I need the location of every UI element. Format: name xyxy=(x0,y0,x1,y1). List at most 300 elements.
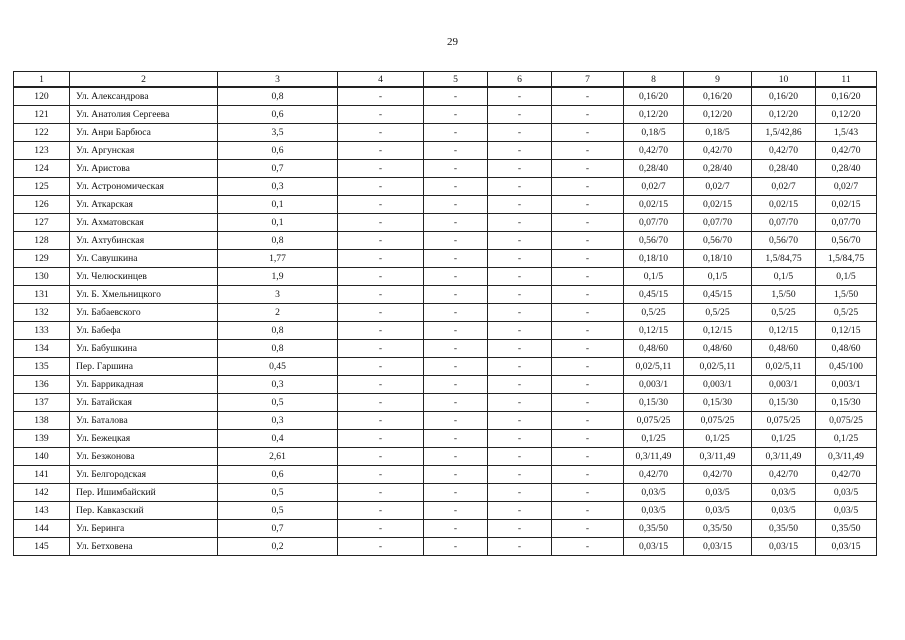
table-cell: 0,15/30 xyxy=(684,394,752,412)
table-cell: 0,003/1 xyxy=(752,376,816,394)
table-row xyxy=(14,196,877,214)
table-cell: - xyxy=(424,232,488,250)
table-row xyxy=(14,214,877,232)
table-cell: - xyxy=(552,520,624,538)
table-cell: 0,35/50 xyxy=(752,520,816,538)
table-cell: 0,18/10 xyxy=(684,250,752,268)
table-cell: 0,45 xyxy=(218,358,338,376)
row-number-cell: 139 xyxy=(14,430,70,448)
table-cell: - xyxy=(424,538,488,556)
table-row xyxy=(14,160,877,178)
table-cell: - xyxy=(488,466,552,484)
table-cell: - xyxy=(424,322,488,340)
table-cell: - xyxy=(488,286,552,304)
table-cell: 0,03/5 xyxy=(752,484,816,502)
table-cell: - xyxy=(424,268,488,286)
table-cell: 1,9 xyxy=(218,268,338,286)
table-cell: 0,28/40 xyxy=(684,160,752,178)
table-cell: 0,02/15 xyxy=(752,196,816,214)
table-row xyxy=(14,484,877,502)
table-cell: 0,003/1 xyxy=(624,376,684,394)
table-cell: 0,075/25 xyxy=(752,412,816,430)
table-cell: 0,42/70 xyxy=(752,466,816,484)
table-cell: 0,3 xyxy=(218,178,338,196)
table-cell: - xyxy=(552,394,624,412)
table-cell: 0,15/30 xyxy=(816,394,877,412)
table-cell: - xyxy=(488,358,552,376)
table-cell: - xyxy=(488,430,552,448)
column-header-7: 7 xyxy=(552,72,624,88)
table-cell: - xyxy=(552,466,624,484)
table-cell: - xyxy=(338,340,424,358)
table-cell: 0,5/25 xyxy=(684,304,752,322)
row-number-cell: 129 xyxy=(14,250,70,268)
table-cell: - xyxy=(338,520,424,538)
table-cell: 0,03/15 xyxy=(752,538,816,556)
table-cell: - xyxy=(552,304,624,322)
column-header-10: 10 xyxy=(752,72,816,88)
street-name-cell: Ул. Беринга xyxy=(70,520,218,538)
street-name-cell: Ул. Савушкина xyxy=(70,250,218,268)
table-cell: 0,16/20 xyxy=(752,87,816,106)
table-cell: 0,07/70 xyxy=(752,214,816,232)
table-cell: - xyxy=(338,430,424,448)
column-header-2: 2 xyxy=(70,72,218,88)
table-cell: 0,56/70 xyxy=(816,232,877,250)
table-cell: 0,6 xyxy=(218,106,338,124)
table-row xyxy=(14,268,877,286)
table-cell: 3 xyxy=(218,286,338,304)
table-cell: 0,5/25 xyxy=(624,304,684,322)
table-row xyxy=(14,286,877,304)
row-number-cell: 125 xyxy=(14,178,70,196)
street-name-cell: Пер. Кавказский xyxy=(70,502,218,520)
table-cell: 0,15/30 xyxy=(752,394,816,412)
table-cell: - xyxy=(552,484,624,502)
table-cell: 0,28/40 xyxy=(752,160,816,178)
row-number-cell: 126 xyxy=(14,196,70,214)
street-name-cell: Ул. Батайская xyxy=(70,394,218,412)
table-cell: 0,42/70 xyxy=(816,142,877,160)
table-row xyxy=(14,376,877,394)
row-number-cell: 127 xyxy=(14,214,70,232)
table-cell: 0,02/7 xyxy=(624,178,684,196)
table-cell: 0,03/15 xyxy=(624,538,684,556)
table-cell: - xyxy=(488,340,552,358)
table-cell: - xyxy=(552,268,624,286)
table-row xyxy=(14,430,877,448)
table-cell: 0,12/15 xyxy=(624,322,684,340)
table-cell: - xyxy=(424,214,488,232)
row-number-cell: 145 xyxy=(14,538,70,556)
table-cell: 0,42/70 xyxy=(624,142,684,160)
column-header-1: 1 xyxy=(14,72,70,88)
table-cell: 0,28/40 xyxy=(624,160,684,178)
table-cell: - xyxy=(424,466,488,484)
table-cell: 0,42/70 xyxy=(624,466,684,484)
street-name-cell: Ул. Бетховена xyxy=(70,538,218,556)
row-number-cell: 120 xyxy=(14,87,70,106)
table-cell: 0,48/60 xyxy=(752,340,816,358)
table-cell: 0,12/15 xyxy=(752,322,816,340)
table-cell: - xyxy=(488,448,552,466)
table-cell: 0,02/7 xyxy=(816,178,877,196)
table-cell: 0,48/60 xyxy=(684,340,752,358)
table-cell: 0,1/25 xyxy=(684,430,752,448)
table-cell: 0,02/5,11 xyxy=(752,358,816,376)
table-cell: - xyxy=(488,196,552,214)
table-cell: 0,07/70 xyxy=(624,214,684,232)
table-cell: - xyxy=(424,520,488,538)
table-cell: - xyxy=(424,304,488,322)
table-cell: 2,61 xyxy=(218,448,338,466)
row-number-cell: 135 xyxy=(14,358,70,376)
table-cell: - xyxy=(552,358,624,376)
table-cell: - xyxy=(552,124,624,142)
table-cell: - xyxy=(488,394,552,412)
table-cell: 0,12/20 xyxy=(816,106,877,124)
row-number-cell: 140 xyxy=(14,448,70,466)
table-cell: 2 xyxy=(218,304,338,322)
table-cell: 0,45/15 xyxy=(624,286,684,304)
table-cell: 0,3/11,49 xyxy=(624,448,684,466)
table-cell: - xyxy=(552,142,624,160)
table-row xyxy=(14,304,877,322)
table-row xyxy=(14,322,877,340)
street-name-cell: Ул. Белгородская xyxy=(70,466,218,484)
table-cell: 0,8 xyxy=(218,322,338,340)
table-row xyxy=(14,412,877,430)
table-cell: - xyxy=(338,87,424,106)
table-cell: 1,5/50 xyxy=(816,286,877,304)
table-row xyxy=(14,178,877,196)
table-cell: 0,56/70 xyxy=(624,232,684,250)
table-row xyxy=(14,448,877,466)
table-cell: - xyxy=(338,484,424,502)
table-cell: 3,5 xyxy=(218,124,338,142)
table-cell: 0,1/5 xyxy=(816,268,877,286)
table-cell: - xyxy=(424,376,488,394)
table-cell: - xyxy=(552,412,624,430)
street-name-cell: Ул. Анри Барбюса xyxy=(70,124,218,142)
table-row xyxy=(14,394,877,412)
column-header-9: 9 xyxy=(684,72,752,88)
table-cell: - xyxy=(338,142,424,160)
table-cell: 0,42/70 xyxy=(684,466,752,484)
table-cell: - xyxy=(552,538,624,556)
table-cell: - xyxy=(424,448,488,466)
table-cell: - xyxy=(488,142,552,160)
table-cell: - xyxy=(424,87,488,106)
table-cell: - xyxy=(424,160,488,178)
table-row xyxy=(14,142,877,160)
table-cell: - xyxy=(424,178,488,196)
table-cell: - xyxy=(338,376,424,394)
table-cell: - xyxy=(338,106,424,124)
street-name-cell: Ул. Баррикадная xyxy=(70,376,218,394)
table-cell: - xyxy=(338,160,424,178)
street-name-cell: Ул. Ахтубинская xyxy=(70,232,218,250)
row-number-cell: 138 xyxy=(14,412,70,430)
table-cell: 0,3 xyxy=(218,412,338,430)
table-cell: 0,03/5 xyxy=(624,502,684,520)
column-header-5: 5 xyxy=(424,72,488,88)
table-cell: 0,03/5 xyxy=(752,502,816,520)
table-cell: - xyxy=(424,484,488,502)
table-cell: 0,3/11,49 xyxy=(816,448,877,466)
table-cell: 0,003/1 xyxy=(684,376,752,394)
street-name-cell: Ул. Баталова xyxy=(70,412,218,430)
table-cell: - xyxy=(488,412,552,430)
table-cell: 0,1/25 xyxy=(624,430,684,448)
table-row xyxy=(14,502,877,520)
table-cell: 0,02/15 xyxy=(624,196,684,214)
table-cell: 1,5/50 xyxy=(752,286,816,304)
table-cell: - xyxy=(424,358,488,376)
table-cell: - xyxy=(488,178,552,196)
table-cell: - xyxy=(552,448,624,466)
table-cell: 0,3 xyxy=(218,376,338,394)
table-cell: - xyxy=(488,106,552,124)
table-cell: - xyxy=(338,322,424,340)
table-cell: - xyxy=(488,214,552,232)
column-header-6: 6 xyxy=(488,72,552,88)
table-cell: 0,56/70 xyxy=(752,232,816,250)
table-row xyxy=(14,106,877,124)
table-cell: 0,12/15 xyxy=(816,322,877,340)
table-cell: - xyxy=(488,87,552,106)
table-cell: - xyxy=(424,106,488,124)
table-cell: 0,48/60 xyxy=(816,340,877,358)
table-cell: 0,35/50 xyxy=(816,520,877,538)
table-cell: 0,3/11,49 xyxy=(684,448,752,466)
table-row xyxy=(14,538,877,556)
table-cell: - xyxy=(424,340,488,358)
table-cell: - xyxy=(488,322,552,340)
table-cell: - xyxy=(424,430,488,448)
table-cell: - xyxy=(338,250,424,268)
table-cell: 0,42/70 xyxy=(752,142,816,160)
table-cell: 0,6 xyxy=(218,142,338,160)
table-cell: 0,5/25 xyxy=(752,304,816,322)
table-cell: 0,075/25 xyxy=(816,412,877,430)
table-cell: - xyxy=(488,502,552,520)
row-number-cell: 121 xyxy=(14,106,70,124)
table-cell: - xyxy=(488,484,552,502)
table-cell: 0,5 xyxy=(218,394,338,412)
table-cell: 0,02/15 xyxy=(816,196,877,214)
table-cell: 0,35/50 xyxy=(624,520,684,538)
row-number-cell: 131 xyxy=(14,286,70,304)
table-cell: - xyxy=(338,304,424,322)
table-cell: 0,03/5 xyxy=(624,484,684,502)
table-cell: 0,8 xyxy=(218,340,338,358)
table-cell: - xyxy=(488,124,552,142)
table-cell: 0,12/20 xyxy=(624,106,684,124)
table-cell: - xyxy=(552,214,624,232)
table-cell: 0,35/50 xyxy=(684,520,752,538)
table-cell: - xyxy=(552,160,624,178)
street-name-cell: Ул. Аргунская xyxy=(70,142,218,160)
table-cell: 0,45/15 xyxy=(684,286,752,304)
table-cell: - xyxy=(338,232,424,250)
row-number-cell: 141 xyxy=(14,466,70,484)
street-name-cell: Ул. Ахматовская xyxy=(70,214,218,232)
table-cell: 1,5/43 xyxy=(816,124,877,142)
table-cell: - xyxy=(552,106,624,124)
table-cell: - xyxy=(552,376,624,394)
table-cell: - xyxy=(552,250,624,268)
column-header-8: 8 xyxy=(624,72,684,88)
table-cell: - xyxy=(488,250,552,268)
table-row xyxy=(14,358,877,376)
table-cell: - xyxy=(424,250,488,268)
table-cell: - xyxy=(424,142,488,160)
table-cell: - xyxy=(488,376,552,394)
street-name-cell: Ул. Аткарская xyxy=(70,196,218,214)
table-row xyxy=(14,340,877,358)
table-cell: 1,77 xyxy=(218,250,338,268)
row-number-cell: 134 xyxy=(14,340,70,358)
table-cell: - xyxy=(488,520,552,538)
table-cell: 0,7 xyxy=(218,160,338,178)
table-cell: 0,1 xyxy=(218,196,338,214)
table-cell: 0,45/100 xyxy=(816,358,877,376)
table-cell: 0,8 xyxy=(218,87,338,106)
row-number-cell: 144 xyxy=(14,520,70,538)
table-cell: - xyxy=(338,412,424,430)
table-cell: 0,16/20 xyxy=(684,87,752,106)
table-cell: - xyxy=(488,160,552,178)
table-cell: - xyxy=(424,394,488,412)
column-header-4: 4 xyxy=(338,72,424,88)
table-cell: - xyxy=(424,412,488,430)
table-cell: - xyxy=(424,286,488,304)
street-name-cell: Пер. Гаршина xyxy=(70,358,218,376)
row-number-cell: 124 xyxy=(14,160,70,178)
table-cell: - xyxy=(338,124,424,142)
table-cell: 0,15/30 xyxy=(624,394,684,412)
table-cell: - xyxy=(424,196,488,214)
table-cell: 0,03/5 xyxy=(684,502,752,520)
table-cell: - xyxy=(338,394,424,412)
row-number-cell: 137 xyxy=(14,394,70,412)
table-body xyxy=(14,87,877,556)
table-cell: - xyxy=(488,232,552,250)
table-cell: 0,12/20 xyxy=(684,106,752,124)
table-cell: 0,18/5 xyxy=(684,124,752,142)
street-name-cell: Ул. Бабушкина xyxy=(70,340,218,358)
table-cell: - xyxy=(552,340,624,358)
table-cell: 0,4 xyxy=(218,430,338,448)
table-cell: 0,6 xyxy=(218,466,338,484)
street-name-cell: Пер. Ишимбайский xyxy=(70,484,218,502)
table-cell: - xyxy=(338,286,424,304)
table-cell: 0,07/70 xyxy=(684,214,752,232)
street-name-cell: Ул. Анатолия Сергеева xyxy=(70,106,218,124)
table-cell: - xyxy=(338,502,424,520)
street-name-cell: Ул. Астрономическая xyxy=(70,178,218,196)
table-cell: 0,1/25 xyxy=(816,430,877,448)
table-cell: 0,48/60 xyxy=(624,340,684,358)
table-cell: 0,02/15 xyxy=(684,196,752,214)
table-cell: - xyxy=(552,430,624,448)
table-cell: 0,2 xyxy=(218,538,338,556)
row-number-cell: 142 xyxy=(14,484,70,502)
street-name-cell: Ул. Б. Хмельницкого xyxy=(70,286,218,304)
table-cell: 0,03/5 xyxy=(816,502,877,520)
table-cell: 0,3/11,49 xyxy=(752,448,816,466)
table-cell: 0,12/15 xyxy=(684,322,752,340)
table-cell: 0,1/25 xyxy=(752,430,816,448)
table-row xyxy=(14,250,877,268)
table-cell: - xyxy=(552,232,624,250)
table-cell: - xyxy=(338,178,424,196)
table-cell: 0,5 xyxy=(218,502,338,520)
table-cell: 0,8 xyxy=(218,232,338,250)
table-cell: 0,02/5,11 xyxy=(684,358,752,376)
table-cell: 1,5/84,75 xyxy=(752,250,816,268)
table-cell: 0,56/70 xyxy=(684,232,752,250)
row-number-cell: 123 xyxy=(14,142,70,160)
street-name-cell: Ул. Бежецкая xyxy=(70,430,218,448)
table-cell: 0,1/5 xyxy=(752,268,816,286)
table-cell: 0,7 xyxy=(218,520,338,538)
row-number-cell: 128 xyxy=(14,232,70,250)
table-cell: 0,5 xyxy=(218,484,338,502)
street-name-cell: Ул. Аристова xyxy=(70,160,218,178)
table-cell: 1,5/42,86 xyxy=(752,124,816,142)
table-cell: - xyxy=(338,448,424,466)
table-cell: 0,16/20 xyxy=(816,87,877,106)
row-number-cell: 132 xyxy=(14,304,70,322)
table-cell: 0,02/5,11 xyxy=(624,358,684,376)
table-cell: 0,16/20 xyxy=(624,87,684,106)
table-cell: - xyxy=(488,304,552,322)
streets-table xyxy=(13,71,877,556)
table-cell: 0,03/5 xyxy=(684,484,752,502)
table-cell: - xyxy=(338,358,424,376)
table-cell: 1,5/84,75 xyxy=(816,250,877,268)
table-cell: 0,1/5 xyxy=(624,268,684,286)
table-cell: 0,28/40 xyxy=(816,160,877,178)
street-name-cell: Ул. Бабефа xyxy=(70,322,218,340)
row-number-cell: 136 xyxy=(14,376,70,394)
street-name-cell: Ул. Бабаевского xyxy=(70,304,218,322)
table-cell: - xyxy=(552,196,624,214)
page-number: 29 xyxy=(447,36,458,48)
table-cell: - xyxy=(552,502,624,520)
table-cell: - xyxy=(488,538,552,556)
table-cell: - xyxy=(552,322,624,340)
table-cell: 0,5/25 xyxy=(816,304,877,322)
column-header-11: 11 xyxy=(816,72,877,88)
street-name-cell: Ул. Челюскинцев xyxy=(70,268,218,286)
row-number-cell: 122 xyxy=(14,124,70,142)
table-cell: - xyxy=(488,268,552,286)
street-name-cell: Ул. Александрова xyxy=(70,87,218,106)
table-cell: - xyxy=(338,538,424,556)
table-cell: 0,07/70 xyxy=(816,214,877,232)
table-cell: 0,18/10 xyxy=(624,250,684,268)
table-cell: - xyxy=(552,178,624,196)
column-header-3: 3 xyxy=(218,72,338,88)
row-number-cell: 143 xyxy=(14,502,70,520)
table-cell: 0,1/5 xyxy=(684,268,752,286)
table-cell: - xyxy=(552,286,624,304)
table-cell: - xyxy=(338,196,424,214)
table-cell: 0,075/25 xyxy=(684,412,752,430)
